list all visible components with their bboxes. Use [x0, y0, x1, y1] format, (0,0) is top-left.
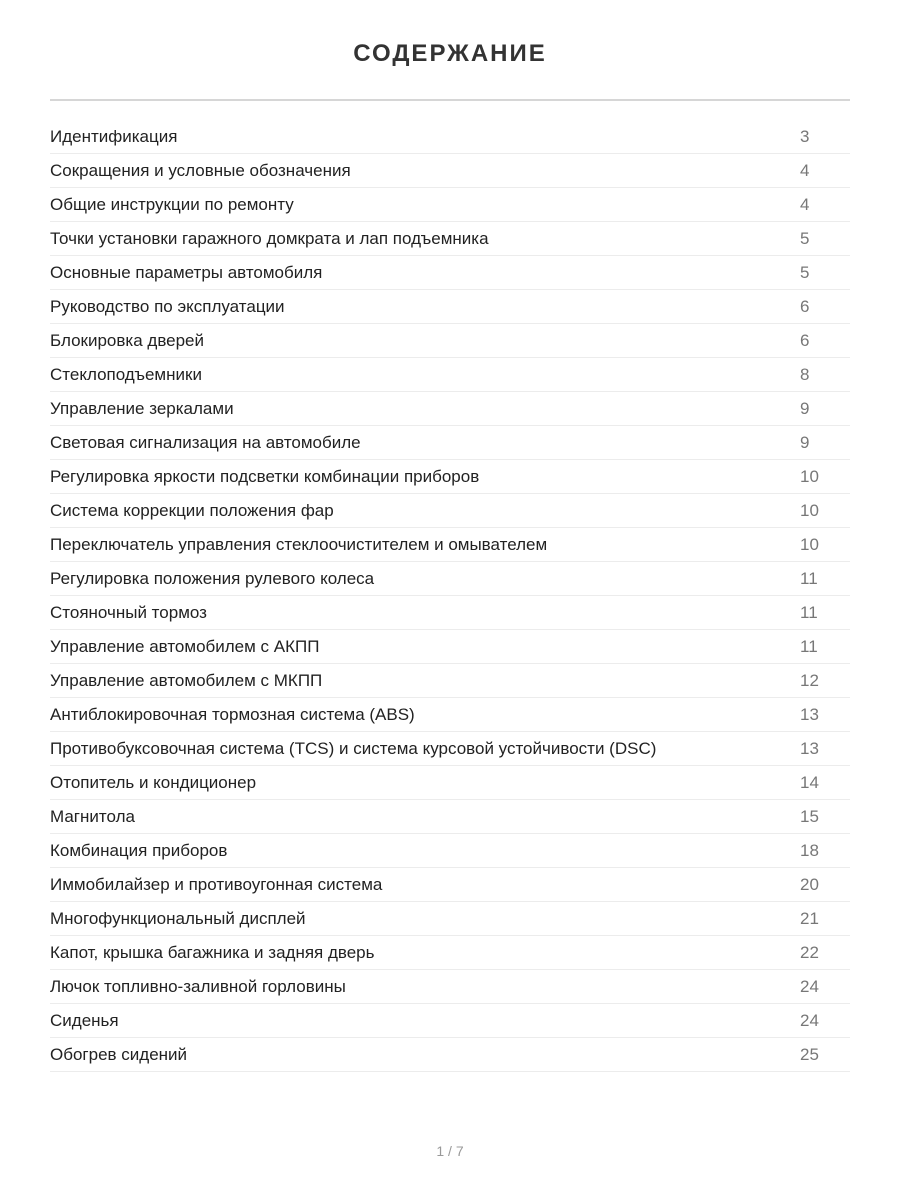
toc-entry-label: Переключатель управления стеклоочистителем и омывателем — [50, 534, 548, 554]
toc-entry[interactable] — [50, 358, 850, 392]
toc-entry[interactable] — [50, 154, 850, 188]
toc-entry-label: Регулировка яркости подсветки комбинации приборов — [50, 466, 480, 486]
toc-entry[interactable] — [50, 936, 850, 970]
toc-entry-label: Сиденья — [50, 1010, 119, 1030]
toc-entry[interactable] — [50, 222, 850, 256]
toc-entry-page: 6 — [800, 330, 810, 350]
toc-entry-page: 11 — [800, 568, 818, 588]
toc-entry[interactable] — [50, 324, 850, 358]
toc-entry-label: Лючок топливно-заливной горловины — [50, 976, 346, 996]
toc-entry-label: Отопитель и кондиционер — [50, 772, 257, 792]
toc-entry[interactable] — [50, 766, 850, 800]
toc-entry-label: Основные параметры автомобиля — [50, 262, 323, 282]
toc-entry-page: 6 — [800, 296, 810, 316]
toc-entry[interactable] — [50, 1038, 850, 1072]
toc-entry-page: 4 — [800, 194, 810, 214]
toc-entry-page: 11 — [800, 602, 818, 622]
toc-entry-page: 5 — [800, 228, 810, 248]
toc-entry-label: Общие инструкции по ремонту — [50, 194, 294, 214]
toc-entry-label: Точки установки гаражного домкрата и лап подъемника — [50, 228, 489, 248]
toc-entry-page: 3 — [800, 126, 810, 146]
page-title: СОДЕРЖАНИЕ — [353, 40, 547, 67]
toc-entry-label: Световая сигнализация на автомобиле — [50, 432, 361, 452]
toc-entry-page: 5 — [800, 262, 810, 282]
toc-entry-page: 14 — [800, 772, 819, 792]
toc-entry[interactable] — [50, 868, 850, 902]
toc-entry-page: 12 — [800, 670, 819, 690]
toc-entry[interactable] — [50, 392, 850, 426]
page-indicator: 1 / 7 — [436, 1143, 464, 1159]
toc-entry[interactable] — [50, 596, 850, 630]
toc-entry[interactable] — [50, 800, 850, 834]
toc-entry-page: 13 — [800, 704, 819, 724]
toc-entry[interactable] — [50, 664, 850, 698]
toc-entry-label: Капот, крышка багажника и задняя дверь — [50, 942, 375, 962]
toc-entry-page: 21 — [800, 908, 819, 928]
toc-entry[interactable] — [50, 120, 850, 154]
toc-entry-page: 10 — [800, 500, 819, 520]
toc-entry-label: Сокращения и условные обозначения — [50, 160, 351, 180]
toc-entry[interactable] — [50, 188, 850, 222]
toc-entry-page: 25 — [800, 1044, 819, 1064]
toc-entry-label: Стеклоподъемники — [50, 364, 202, 384]
toc-entry[interactable] — [50, 902, 850, 936]
toc-entry[interactable] — [50, 460, 850, 494]
toc-entry-page: 15 — [800, 806, 819, 826]
toc-entry[interactable] — [50, 732, 850, 766]
toc-entry-page: 4 — [800, 160, 810, 180]
toc-entry-page: 9 — [800, 432, 810, 452]
toc-entry-page: 22 — [800, 942, 819, 962]
toc-entry-page: 11 — [800, 636, 818, 656]
toc-entry[interactable] — [50, 970, 850, 1004]
toc-entry-page: 10 — [800, 466, 819, 486]
toc-entry-label: Регулировка положения рулевого колеса — [50, 568, 375, 588]
toc-entry-label: Идентификация — [50, 126, 178, 146]
toc-entry-page: 10 — [800, 534, 819, 554]
toc-entry-label: Многофункциональный дисплей — [50, 908, 306, 928]
toc-entry[interactable] — [50, 698, 850, 732]
toc-entry[interactable] — [50, 528, 850, 562]
toc-entry-label: Магнитола — [50, 806, 135, 826]
toc-entry[interactable] — [50, 1004, 850, 1038]
toc-entry-label: Антиблокировочная тормозная система (ABS) — [50, 704, 415, 724]
toc-list — [50, 120, 850, 1072]
toc-entry-label: Обогрев сидений — [50, 1044, 188, 1064]
toc-entry-page: 24 — [800, 1010, 819, 1030]
toc-entry-label: Система коррекции положения фар — [50, 500, 334, 520]
toc-entry-label: Управление автомобилем с АКПП — [50, 636, 320, 656]
toc-entry-page: 24 — [800, 976, 819, 996]
toc-entry[interactable] — [50, 562, 850, 596]
toc-entry-page: 8 — [800, 364, 810, 384]
toc-entry[interactable] — [50, 426, 850, 460]
toc-entry[interactable] — [50, 630, 850, 664]
toc-entry-page: 9 — [800, 398, 810, 418]
toc-entry-label: Руководство по эксплуатации — [50, 296, 285, 316]
toc-entry-label: Управление автомобилем с МКПП — [50, 670, 323, 690]
toc-entry-label: Иммобилайзер и противоугонная система — [50, 874, 383, 894]
toc-entry-label: Противобуксовочная система (TCS) и система курсовой устойчивости (DSC) — [50, 738, 657, 758]
toc-entry-page: 18 — [800, 840, 819, 860]
toc-entry[interactable] — [50, 834, 850, 868]
toc-entry-label: Блокировка дверей — [50, 330, 205, 350]
toc-entry-page: 20 — [800, 874, 819, 894]
toc-entry[interactable] — [50, 290, 850, 324]
title-divider — [50, 99, 850, 101]
toc-entry-page: 13 — [800, 738, 819, 758]
toc-entry-label: Комбинация приборов — [50, 840, 228, 860]
toc-entry[interactable] — [50, 494, 850, 528]
toc-entry-label: Управление зеркалами — [50, 398, 234, 418]
toc-entry[interactable] — [50, 256, 850, 290]
toc-entry-label: Стояночный тормоз — [50, 602, 207, 622]
